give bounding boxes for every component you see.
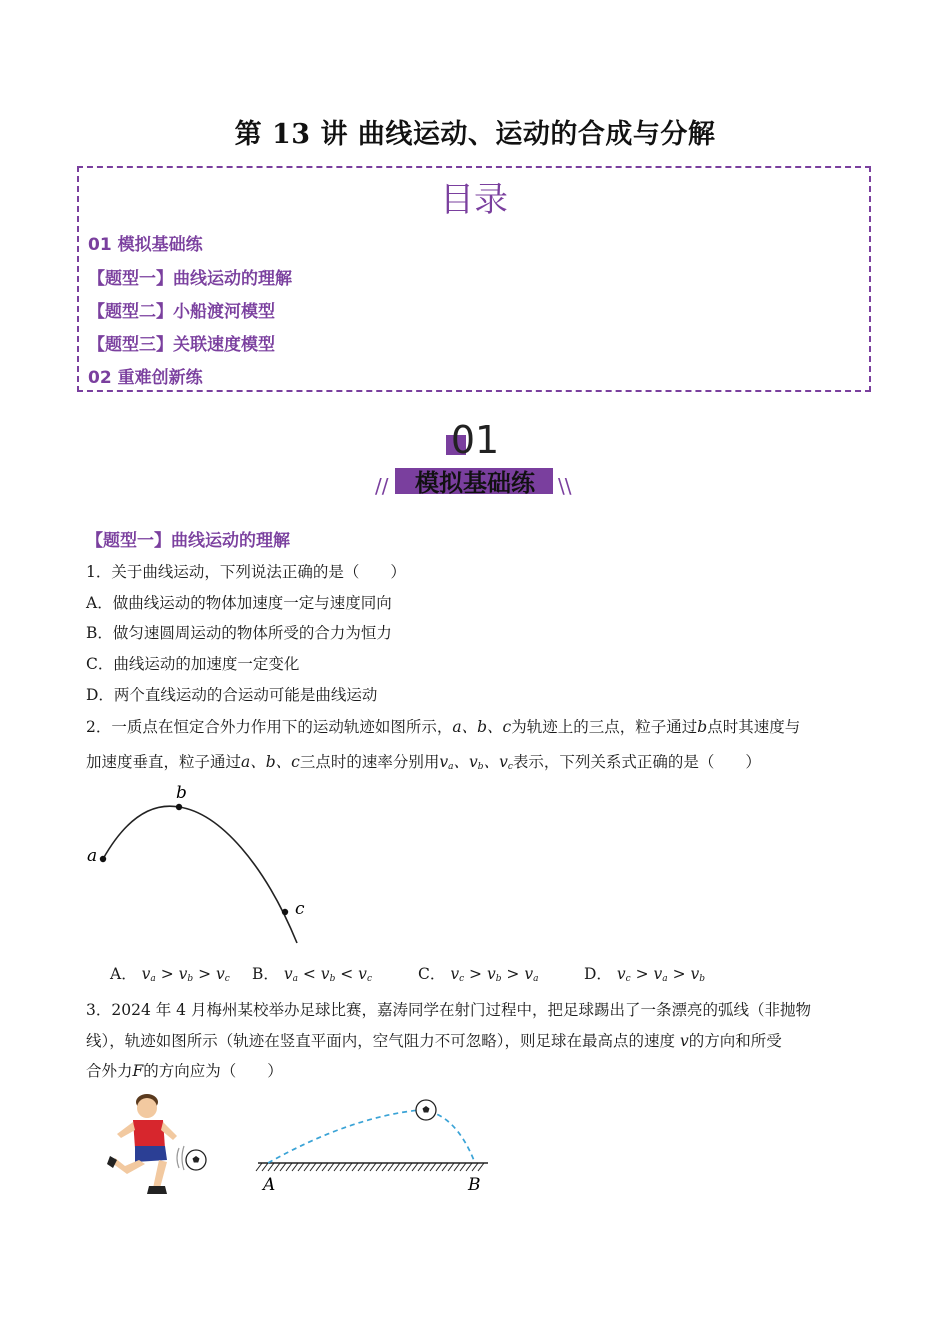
text: 2．一质点在恒定合外力作用下的运动轨迹如图所示， <box>86 718 453 736</box>
label-end: B <box>468 1175 481 1195</box>
question-3-line-1: 3．2024 年 4 月梅州某校举办足球比赛，嘉涛同学在射门过程中，把足球踢出了一条漂亮的弧线（非抛物 <box>86 1001 811 1019</box>
variable-v: v <box>679 1032 689 1050</box>
hatch-mark <box>412 1163 418 1171</box>
hatch-mark <box>394 1163 400 1171</box>
football-player-illustration <box>105 1088 215 1203</box>
ball-trajectory <box>268 1110 475 1163</box>
hatch-mark <box>430 1163 436 1171</box>
option-expression: $v_a > v_b > v_c$ <box>141 965 230 984</box>
label-a: a <box>87 846 98 866</box>
hatch-mark <box>262 1163 268 1171</box>
hatch-mark <box>340 1163 346 1171</box>
question-1-option-d[interactable]: D．两个直线运动的合运动可能是曲线运动 <box>86 686 378 704</box>
option-letter: D． <box>584 965 612 983</box>
football-trajectory-figure <box>250 1092 495 1197</box>
hatch-mark <box>346 1163 352 1171</box>
hatch-mark <box>298 1163 304 1171</box>
label-start: A <box>263 1175 276 1195</box>
hatch-mark <box>334 1163 340 1171</box>
question-2-line-2 <box>86 750 761 772</box>
hatch-mark <box>328 1163 334 1171</box>
left-arm <box>117 1122 135 1138</box>
option-expression: $v_c > v_a > v_b$ <box>616 965 706 984</box>
text: 三点时的速率分别用 <box>299 753 440 771</box>
hatch-mark <box>382 1163 388 1171</box>
point-b <box>176 804 182 810</box>
toc-item[interactable]: 01 模拟基础练 <box>88 235 203 255</box>
option-expression: $v_c > v_b > v_a$ <box>450 965 539 984</box>
toc-item[interactable]: 02 重难创新练 <box>88 368 203 388</box>
hatch-mark <box>388 1163 394 1171</box>
question-1-stem: 1．关于曲线运动，下列说法正确的是（ ） <box>86 563 406 581</box>
question-2-option-c[interactable] <box>418 962 538 984</box>
label-b: b <box>176 783 187 803</box>
hatch-mark <box>310 1163 316 1171</box>
option-letter: B． <box>252 965 279 983</box>
hatch-mark <box>370 1163 376 1171</box>
hatch-mark <box>274 1163 280 1171</box>
question-type-heading: 【题型一】曲线运动的理解 <box>86 531 290 551</box>
question-2-option-a[interactable] <box>110 962 230 984</box>
hatch-mark <box>478 1163 484 1171</box>
hatch-mark <box>418 1163 424 1171</box>
hatch-mark <box>256 1163 262 1171</box>
hatch-mark <box>316 1163 322 1171</box>
trajectory-curve <box>103 806 297 943</box>
hatch-mark <box>472 1163 478 1171</box>
text: 表示，下列关系式正确的是（ ） <box>512 753 761 771</box>
hatch-mark <box>376 1163 382 1171</box>
speed-symbols: $v_a$、$v_b$、$v_c$ <box>439 753 513 772</box>
head <box>137 1098 157 1118</box>
text: 的方向应为（ ） <box>143 1062 283 1080</box>
hatch-mark <box>448 1163 454 1171</box>
shoe <box>147 1186 167 1194</box>
text: 合外力 <box>86 1062 133 1080</box>
label-c: c <box>295 899 305 919</box>
question-1-option-a[interactable]: A．做曲线运动的物体加速度一定与速度同向 <box>86 594 392 612</box>
toc-item[interactable]: 【题型一】曲线运动的理解 <box>88 269 292 289</box>
hatch-mark <box>460 1163 466 1171</box>
option-letter: C． <box>418 965 446 983</box>
jersey <box>133 1120 165 1148</box>
standing-leg <box>153 1160 167 1188</box>
section-badge-label: 模拟基础练 <box>415 469 535 497</box>
toc-item[interactable]: 【题型二】小船渡河模型 <box>88 302 275 322</box>
hatch-mark <box>358 1163 364 1171</box>
question-2-option-b[interactable] <box>252 962 372 984</box>
variables: a、b、c <box>241 753 300 771</box>
trajectory-figure <box>80 780 320 950</box>
option-expression: $v_a < v_b < v_c$ <box>283 965 372 984</box>
text: 点时其速度与 <box>707 718 801 736</box>
section-number: 01 <box>450 418 500 462</box>
text: 线），轨迹如图所示（轨迹在竖直平面内，空气阻力不可忽略），则足球在最高点的速度 <box>86 1032 676 1050</box>
slash-decoration-right: \\ <box>558 474 572 498</box>
hatch-mark <box>364 1163 370 1171</box>
slash-decoration-left: // <box>375 474 389 498</box>
question-3-line-3 <box>86 1059 283 1081</box>
hatch-mark <box>406 1163 412 1171</box>
point-a <box>100 856 106 862</box>
question-1-option-b[interactable]: B．做匀速圆周运动的物体所受的合力为恒力 <box>86 624 392 642</box>
variable-b: b <box>697 718 708 736</box>
hatch-mark <box>424 1163 430 1171</box>
hatch-mark <box>352 1163 358 1171</box>
question-2-option-d[interactable] <box>584 962 705 984</box>
toc-item[interactable]: 【题型三】关联速度模型 <box>88 335 275 355</box>
motion-line <box>182 1146 184 1170</box>
text: 的方向和所受 <box>688 1032 782 1050</box>
question-2-line-1 <box>86 715 800 737</box>
text: 加速度垂直，粒子通过 <box>86 753 242 771</box>
hatch-mark <box>322 1163 328 1171</box>
shorts <box>135 1146 167 1162</box>
hatch-mark <box>454 1163 460 1171</box>
variables: a、b、c <box>452 718 512 736</box>
hatch-mark <box>400 1163 406 1171</box>
text: 为轨迹上的三点，粒子通过 <box>511 718 698 736</box>
hatch-mark <box>436 1163 442 1171</box>
hatch-mark <box>268 1163 274 1171</box>
table-of-contents <box>77 166 871 392</box>
point-c <box>282 909 288 915</box>
page-title: 第 13 讲 曲线运动、运动的合成与分解 <box>234 119 716 150</box>
hatch-mark <box>280 1163 286 1171</box>
hatch-mark <box>292 1163 298 1171</box>
question-1-option-c[interactable]: C．曲线运动的加速度一定变化 <box>86 655 300 673</box>
hatch-mark <box>442 1163 448 1171</box>
hatch-mark <box>304 1163 310 1171</box>
toc-heading: 目录 <box>440 180 508 220</box>
variable-f: F <box>132 1062 144 1080</box>
option-letter: A． <box>110 965 137 983</box>
question-3-line-2 <box>86 1029 782 1051</box>
motion-line <box>177 1148 179 1168</box>
hatch-mark <box>466 1163 472 1171</box>
hatch-mark <box>286 1163 292 1171</box>
ground-hatching <box>256 1163 484 1171</box>
shoe <box>107 1156 117 1168</box>
